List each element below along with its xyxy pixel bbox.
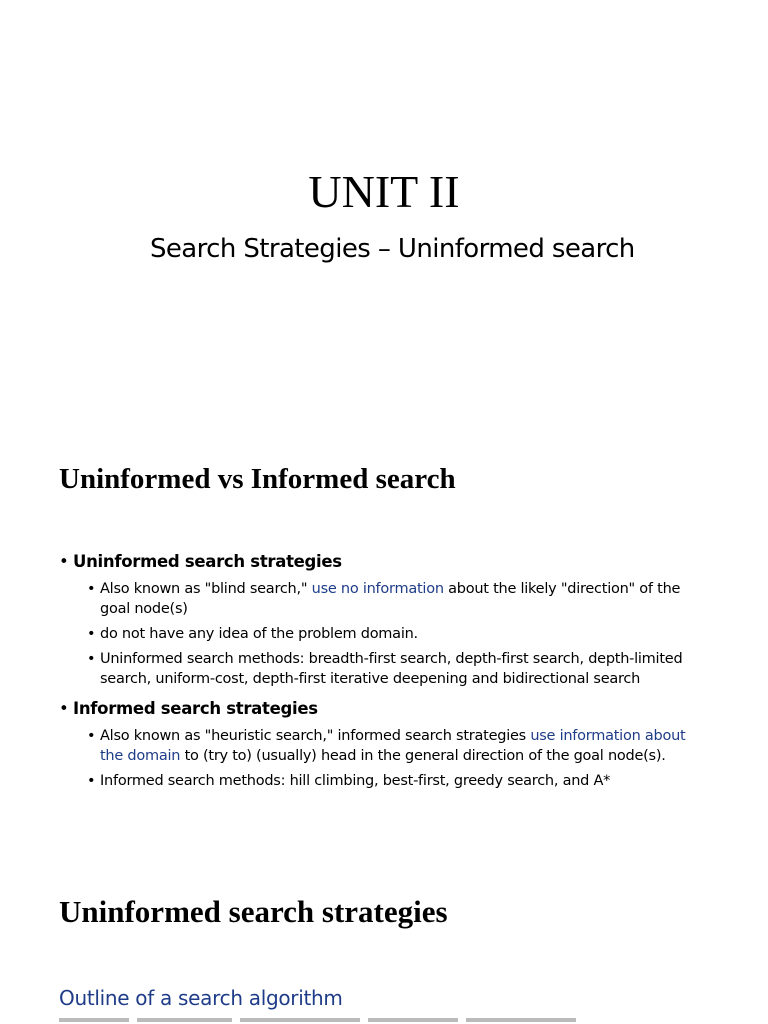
list-item: • do not have any idea of the problem domain. xyxy=(59,624,710,644)
item-text: Also known as "blind search," xyxy=(100,581,312,597)
highlight-text: use no information xyxy=(311,581,444,597)
heading-uninformed-strategies: • Uninformed search strategies xyxy=(59,550,719,574)
list-item: • Informed search methods: hill climbing, best-first, greedy search, and A* xyxy=(59,771,710,791)
heading-informed-strategies: • Informed search strategies xyxy=(59,697,719,721)
item-text: Also known as "heuristic search," informed search strategies xyxy=(100,728,531,744)
unit-title: UNIT II xyxy=(308,166,460,217)
list-item: • Uninformed search methods: breadth-first search, depth-first search, depth-limited search, uniform-cost, depth-first iterative deepening and bidirectional search xyxy=(59,649,710,689)
highlight-text: use information about the domain xyxy=(100,728,686,764)
slide-title-uninformed-strategies: Uninformed search strategies xyxy=(59,894,448,929)
slide-title-uninformed-vs-informed: Uninformed vs Informed search xyxy=(59,463,456,495)
list-item xyxy=(59,579,710,619)
item-text: about the likely "direction" of the goal node(s) xyxy=(100,581,681,617)
unit-subtitle: Search Strategies – Uninformed search xyxy=(150,234,635,264)
list-item xyxy=(59,726,710,766)
outline-heading: Outline of a search algorithm xyxy=(59,986,343,1010)
cut-off-text-line xyxy=(59,1018,659,1024)
bullet-list xyxy=(59,550,719,791)
item-text: to (try to) (usually) head in the general direction of the goal node(s). xyxy=(180,748,666,764)
